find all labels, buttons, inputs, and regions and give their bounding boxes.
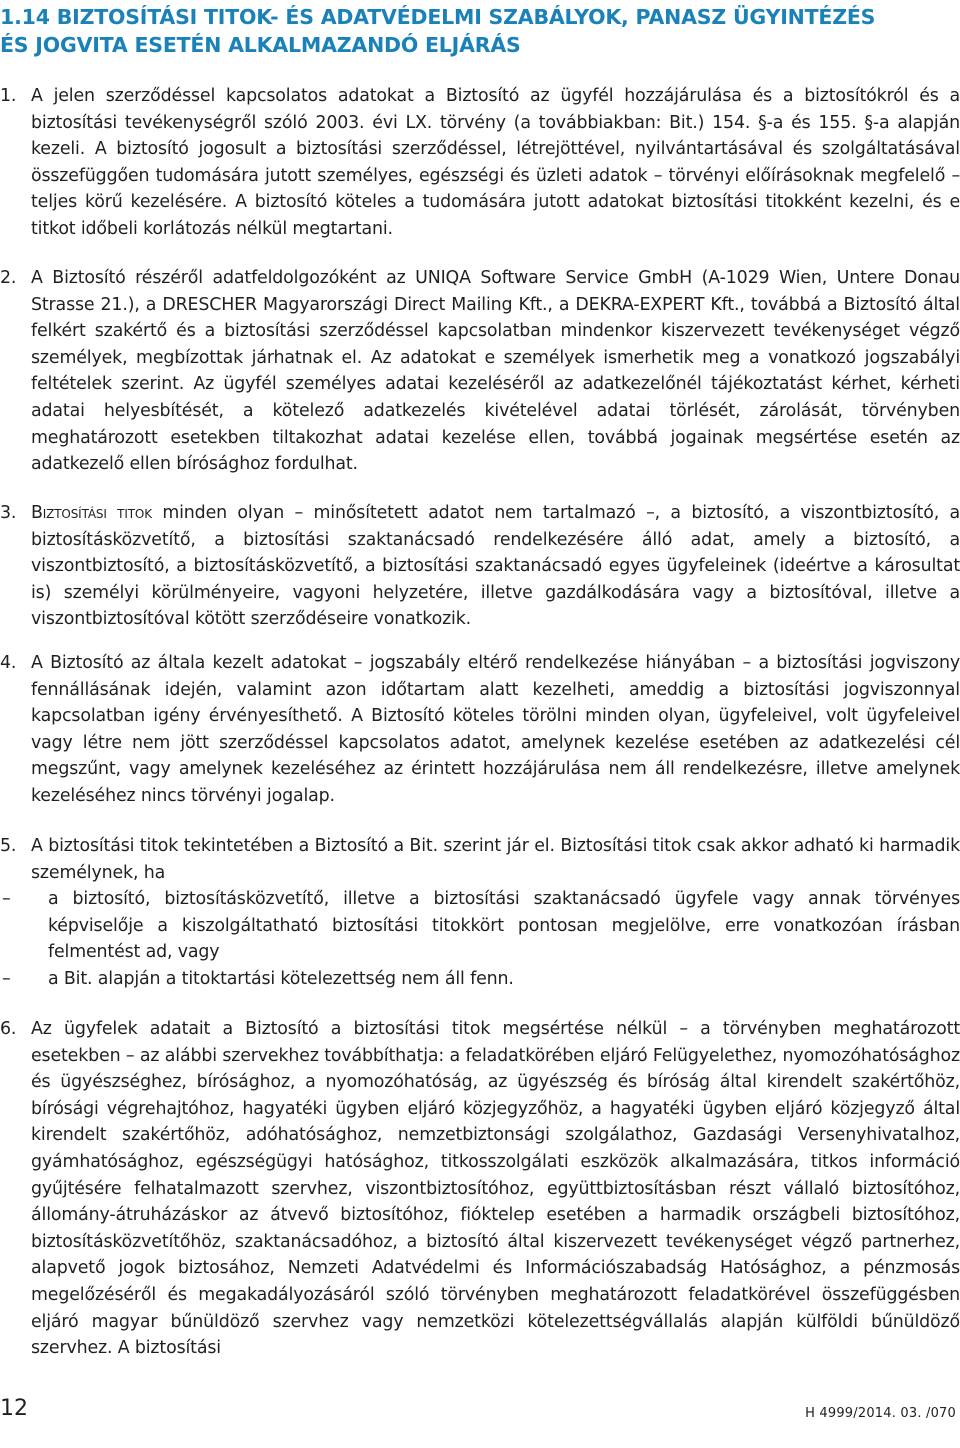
dash-item-text: a biztosító, biztosításközvetítő, illetve a biztosítási szaktanácsadó ügyfele vagy annak törvényes képviselője a kiszolgáltatható biztosítási titokkört pontosan megjelölve, erre vonatkozóan írásban felmentést ad, vagy <box>48 889 960 963</box>
item-number: 1. <box>0 86 17 106</box>
item-number: 6. <box>0 1019 17 1039</box>
item-text-wrapper <box>31 500 960 633</box>
list-item-3 <box>0 500 960 633</box>
list-item-6 <box>0 1016 960 1362</box>
item-number: 2. <box>0 268 17 288</box>
dash-marker: – <box>2 968 11 989</box>
page-number: 12 <box>0 1396 28 1421</box>
item-text: Az ügyfelek adatait a Biztosító a biztosítási titok megsértése nélkül – a törvényben meghatározott esetekben – az alábbi szervekhez továbbíthatja: a feladatkörében eljáró Felügyelethez, nyomozóhatósághoz és ügyészséghez, bírósághoz, a nyomozóhatóság, az ügyészség és bíróság által kirendelt szakértőhöz, bírósági végrehajtóhoz, hagyatéki ügyben eljáró közjegyzőhöz, a hagyatéki ügyben eljáró közjegyző által kirendelt szakértőhöz, adóhatósághoz, nemzetbiztonsági szolgálathoz, Gazdasági Versenyhivatalhoz, gyámhatósághoz, egészségügyi hatósághoz, titkosszolgálati eszközök alkalmazására, titkos információ gyűjtésére felhatalmazott szervhez, viszontbiztosítóhoz, együttbiztosításban részt vállaló biztosítóhoz, állomány-átruházáskor az átvevő biztosítóhoz, fióktelep esetében a harmadik országbeli biztosítóhoz, biztosításközvetítőhöz, szaktanácsadóhoz, a biztosító által kiszervezett tevékenységet végző partnerhez, alapvető jogok biztosához, Nemzeti Adatvédelmi és Információszabadság Hatósághoz, a pénzmosás megelőzéséről és megakadályozásáról szóló törvényben meghatározott feladatkörével összefüggésben eljáró magyar bűnüldöző szervhez vagy nemzetközi kötelezettségvállalás alapján külföldi bűnüldöző szervhez. A biztosítási <box>31 1019 960 1359</box>
section-heading-line-2: ÉS JOGVITA ESETÉN ALKALMAZANDÓ ELJÁRÁS <box>0 33 521 57</box>
item-number: 4. <box>0 653 17 673</box>
section-heading <box>0 3 960 59</box>
list-item-1 <box>0 83 960 243</box>
item-number: 3. <box>0 503 17 523</box>
item-text: A Biztosító az általa kezelt adatokat – jogszabály eltérő rendelkezése hiányában – a biztosítási jogviszony fennállásának idején, valamint azon időtartam alatt kezelheti, ameddig a biztosítási jogviszonnyal kapcsolatban igény érvényesíthető. A Biztosító köteles törölni minden olyan, ügyfeleivel, volt ügyfeleivel vagy létre nem jött szerződéssel kapcsolatos adatot, amelynek kezelése esetében az adatkezelési cél megszűnt, vagy amelynek kezeléséhez az érintett hozzájárulása nem áll rendelkezésre, illetve amelynek kezeléséhez nincs törvényi jogalap. <box>31 653 960 806</box>
list-item-4 <box>0 650 960 810</box>
dash-item-text: a Bit. alapján a titoktartási kötelezettség nem áll fenn. <box>48 968 514 989</box>
page-footer <box>0 1396 960 1436</box>
section-heading-line-1: 1.14 BIZTOSÍTÁSI TITOK- ÉS ADATVÉDELMI SZABÁLYOK, PANASZ ÜGYINTÉZÉS <box>0 5 876 29</box>
dash-item-2 <box>0 966 960 993</box>
item-number: 5. <box>0 836 17 856</box>
list-item-2 <box>0 265 960 478</box>
item-text: A jelen szerződéssel kapcsolatos adatokat a Biztosító az ügyfél hozzájárulása és a biztosítókról és a biztosítási tevékenységről szóló 2003. évi LX. törvény (a továbbiakban: Bit.) 154. §-a és 155. §-a alapján kezeli. A biztosító jogosult a biztosítási szerződéssel, létrejöttével, nyilvántartásával és szolgáltatásával összefüggően tudomására jutott személyes, egészségi és üzleti adatok – törvényi előírásoknak megfelelő – teljes körű kezelésére. A biztosító köteles a tudomására jutott adatokat biztosítási titokként kezelni, és e titkot időbeli korlátozás nélkül megtartani. <box>31 86 960 239</box>
item-text: A biztosítási titok tekintetében a Biztosító a Bit. szerint jár el. Biztosítási titok csak akkor adható ki harmadik személynek, ha <box>31 836 960 883</box>
list-item-5 <box>0 833 960 993</box>
dash-marker: – <box>2 889 11 910</box>
item-text: A Biztosító részéről adatfeldolgozóként az UNIQA Software Service GmbH (A-1029 Wien, Untere Donau Strasse 21.), a DRESCHER Magyarországi Direct Mailing Kft., a DEKRA-EXPERT Kft., továbbá a Biztosító által felkért szakértő és a biztosítási szerződéssel kapcsolatban mindenkor kiszervezett tevékenységet végző személyek, megbízottak járhatnak el. Az adatokat e személyek ismerhetik meg a vonatkozó jogszabályi feltételek szerint. Az ügyfél személyes adatai kezeléséről az adatkezelőnél tájékoztatást kérhet, kérheti adatai helyesbítését, a kötelező adatkezelés kivételével adatai törlését, zárolását, törvényben meghatározott esetekben tiltakozhat adatai kezelése ellen, továbbá jogainak megsértése esetén az adatkezelő ellen bírósághoz fordulhat. <box>31 268 960 475</box>
dash-item-1 <box>0 886 960 966</box>
item-text: minden olyan – minősítetett adatot nem tartalmazó –, a biztosító, a viszontbiztosító, a biztosításközvetítő, a biztosítási szaktanácsadó rendelkezésére álló adat, amely a biztosító, a viszontbiztosító, a biztosításközvetítő, a biztosítási szaktanácsadó egyes ügyfeleinek (ideértve a károsultat is) személyi körülményeire, vagyoni helyzetére, illetve gazdálkodására vagy a biztosítóval, illetve a viszontbiztosítóval kötött szerződéseire vonatkozik. <box>31 503 960 630</box>
term-biztositasi-titok: Biztosítási titok <box>31 503 152 523</box>
document-code: H 4999/2014. 03. /070 <box>805 1406 956 1421</box>
